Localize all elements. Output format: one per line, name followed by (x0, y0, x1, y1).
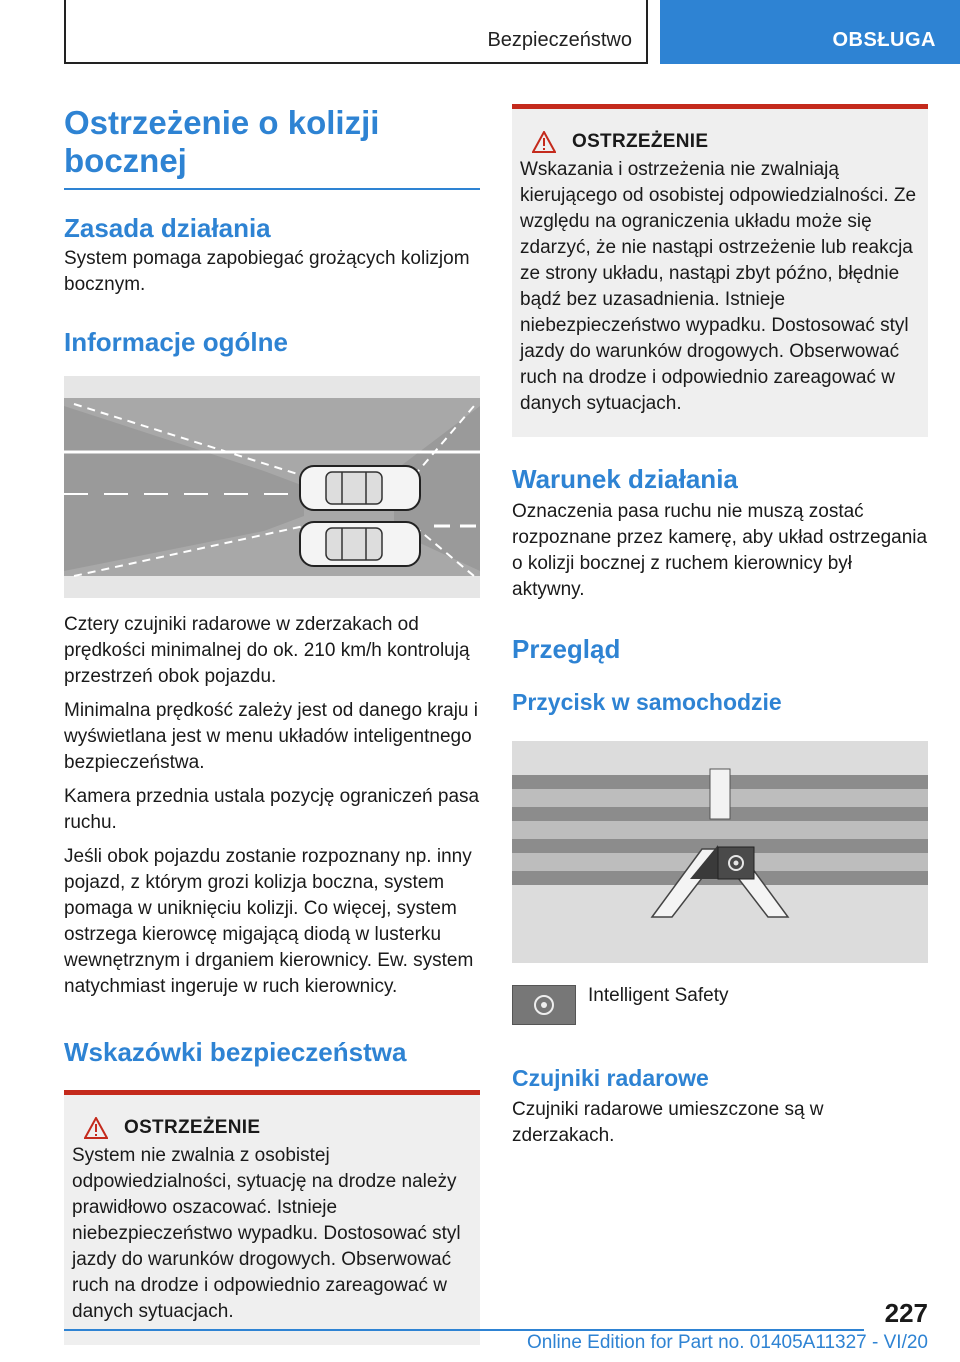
radar-heading: Czujniki radarowe (512, 1065, 709, 1091)
side-collision-diagram (64, 376, 480, 598)
button-photo (512, 741, 928, 963)
warning-label: OSTRZEŻENIE (572, 131, 709, 152)
intelligent-safety-icon (512, 985, 576, 1025)
page-title: Ostrzeżenie o kolizji bocznej (64, 104, 480, 190)
general-paragraph-2: Minimalna prędkość zależy jest od danego kraju i wyświetlana jest w menu układów inteligentnego bezpieczeństwa. (64, 700, 478, 773)
chapter-tab-label: OBSŁUGA (832, 29, 936, 51)
general-paragraph-3: Kamera przednia ustala pozycję ograniczeń pasa ruchu. (64, 786, 480, 833)
legend-intelligent-safety (512, 985, 928, 1025)
page-number: 227 (884, 1298, 928, 1328)
warning-triangle-icon (84, 1117, 108, 1139)
car-lower (300, 522, 420, 566)
safety-heading: Wskazówki bezpieczeństwa (64, 1037, 407, 1067)
control-panel-illustration (512, 741, 928, 963)
condition-heading: Warunek działania (512, 464, 738, 494)
warning-box-right (512, 104, 928, 437)
general-heading: Informacje ogólne (64, 327, 288, 357)
warning-label: OSTRZEŻENIE (124, 1117, 261, 1138)
condition-text: Oznaczenia pasa ruchu nie muszą zostać rozpoznane przez kamerę, aby układ ostrzegania o kolizji bocznej z ruchem kierownicy był aktywny. (512, 501, 928, 600)
edition-note: Online Edition for Part no. 01405A11327 - VI/20 (526, 1332, 928, 1353)
section-title: Bezpieczeństwo (487, 29, 632, 51)
overview-heading: Przegląd (512, 634, 621, 664)
warning-box-left (64, 1090, 480, 1345)
car-upper (300, 466, 420, 510)
chapter-tab[interactable] (660, 0, 960, 64)
radar-text: Czujniki radarowe umieszczone są w zderzakach. (512, 1099, 824, 1146)
warning-text: Wskazania i ostrzeżenia nie zwalniają kierującego od osobistej odpowiedzialności. Ze względu na ograniczenia układu może się zdarzyć, że nie nastąpi ostrzeżenie lub reakcja ze strony układu, nastąpi zbyt późno, błędnie bądź bez uzasadnienia. Istnieje niebezpieczeństwo wypadku. Dostosować styl jazdy do warunków drogowych. Obserwować ruch na drodze i odpowiednio zareagować w danych sytuacjach. (520, 159, 917, 414)
intelligent-safety-label: Intelligent Safety (588, 985, 729, 1006)
header-section (64, 0, 648, 64)
principle-heading: Zasada działania (64, 213, 271, 243)
footer-divider (64, 1329, 864, 1331)
left-column (64, 104, 480, 1345)
general-paragraph-4: Jeśli obok pojazdu zostanie rozpoznany np. inny pojazd, z którym grozi kolizja boczna, system pomaga w uniknięciu kolizji. Co więcej, system ostrzega kierowcę migającą diodą w lusterku wewnętrznym i drganiem kierownicy. Ew. system natychmiast ingeruje w ruch kierownicy. (64, 846, 474, 997)
principle-text: System pomaga zapobiegać grożących kolizjom bocznym. (64, 248, 470, 295)
right-column (512, 104, 928, 1149)
general-paragraph-1: Cztery czujniki radarowe w zderzakach od prędkości minimalnej do ok. 210 km/h kontrolują przestrzeń obok pojazdu. (64, 614, 470, 687)
button-heading: Przycisk w samochodzie (512, 689, 782, 715)
warning-triangle-icon (532, 131, 556, 153)
road-radar-illustration (64, 376, 480, 598)
warning-text: System nie zwalnia z osobistej odpowiedzialności, sytuację na drodze należy prawidłowo oszacować. Istnieje niebezpieczeństwo wypadku. Dostosować styl jazdy do warunków drogowych. Obserwować ruch na drodze i odpowiednio zareagować w danych sytuacjach. (72, 1145, 461, 1322)
